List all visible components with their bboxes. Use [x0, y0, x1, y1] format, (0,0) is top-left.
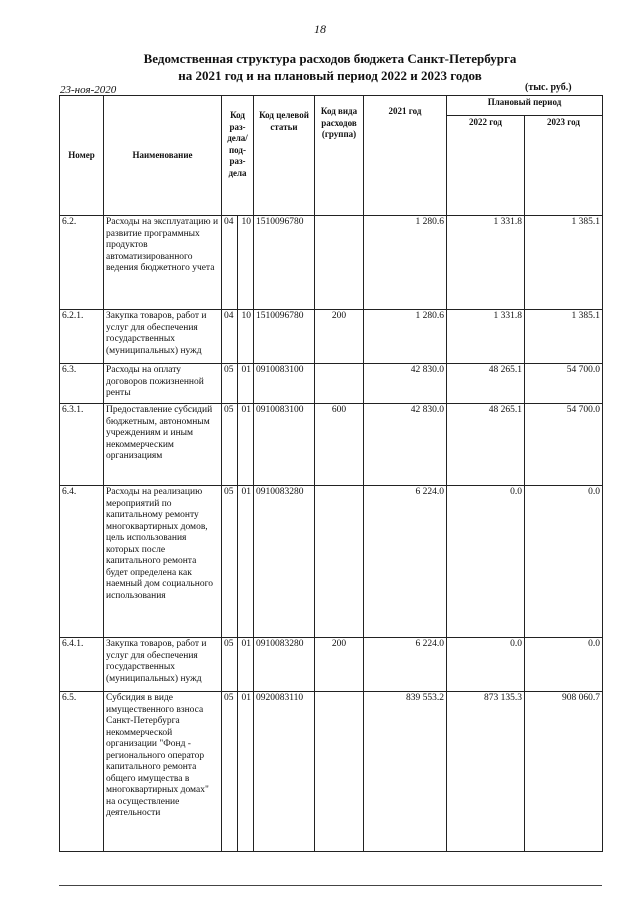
row-target: 0910083100: [254, 404, 315, 486]
table-row: [60, 404, 603, 486]
row-subsection: 01: [238, 692, 254, 852]
table-row: [60, 486, 603, 638]
row-subsection: 10: [238, 216, 254, 310]
title-line-2: на 2021 год и на плановый период 2022 и 2023 годов: [178, 68, 482, 83]
row-name: Субсидия в виде имущественного взноса Санкт-Петербурга некоммерческой организации "Фонд - регионального оператор капитального ремонта общего имущества в многоквартирных домах" на осуществление деятельности: [104, 692, 222, 852]
row-number: 6.3.1.: [60, 404, 104, 486]
row-subsection: 10: [238, 310, 254, 364]
row-2022: 1 331.8: [447, 216, 525, 310]
header-2021: 2021 год: [364, 96, 447, 216]
row-number: 6.3.: [60, 364, 104, 404]
row-target: 0910083100: [254, 364, 315, 404]
row-2022: 873 135.3: [447, 692, 525, 852]
row-2022: 48 265.1: [447, 364, 525, 404]
row-group: 600: [315, 404, 364, 486]
row-name: Расходы на реализацию мероприятий по капитальному ремонту многоквартирных домов, цель использования которых после капитального ремонта будет определена как наемный дом социального использования: [104, 486, 222, 638]
row-section: 05: [222, 486, 238, 638]
row-number: 6.5.: [60, 692, 104, 852]
header-target: Код целевой статьи: [254, 96, 315, 216]
row-2021: 42 830.0: [364, 404, 447, 486]
header-section: Код раз- дела/ под- раз- дела: [222, 96, 254, 216]
row-group: 200: [315, 638, 364, 692]
title-line-1: Ведомственная структура расходов бюджета Санкт-Петербурга: [143, 51, 517, 66]
header-number: Номер: [60, 96, 104, 216]
row-2023: 1 385.1: [525, 310, 603, 364]
row-2022: 48 265.1: [447, 404, 525, 486]
row-target: 0910083280: [254, 638, 315, 692]
row-number: 6.4.1.: [60, 638, 104, 692]
row-target: 0910083280: [254, 486, 315, 638]
header-2022: 2022 год: [447, 116, 525, 216]
page-number: 18: [314, 22, 326, 36]
row-name: Закупка товаров, работ и услуг для обеспечения государственных (муниципальных) нужд: [104, 638, 222, 692]
row-2021: 42 830.0: [364, 364, 447, 404]
row-2022: 0.0: [447, 638, 525, 692]
row-2022: 1 331.8: [447, 310, 525, 364]
table-row: [60, 310, 603, 364]
row-2021: 1 280.6: [364, 310, 447, 364]
row-number: 6.4.: [60, 486, 104, 638]
table-row: [60, 692, 603, 852]
row-subsection: 01: [238, 486, 254, 638]
row-section: 05: [222, 404, 238, 486]
row-name: Закупка товаров, работ и услуг для обеспечения государственных (муниципальных) нужд: [104, 310, 222, 364]
row-section: 04: [222, 310, 238, 364]
row-subsection: 01: [238, 638, 254, 692]
table-row: [60, 364, 603, 404]
row-2021: 6 224.0: [364, 486, 447, 638]
row-2023: 54 700.0: [525, 404, 603, 486]
row-name: Расходы на оплату договоров пожизненной ренты: [104, 364, 222, 404]
row-2023: 0.0: [525, 486, 603, 638]
row-target: 1510096780: [254, 310, 315, 364]
row-2023: 908 060.7: [525, 692, 603, 852]
row-name: Предоставление субсидий бюджетным, автономным учреждениям и иным некоммерческим организациям: [104, 404, 222, 486]
row-subsection: 01: [238, 364, 254, 404]
row-name: Расходы на эксплуатацию и развитие программных продуктов автоматизированного ведения бюджетного учета: [104, 216, 222, 310]
budget-table: [59, 95, 603, 852]
row-2021: 6 224.0: [364, 638, 447, 692]
table-row: [60, 638, 603, 692]
document-date: 23-ноя-2020: [60, 84, 117, 96]
document-title: [80, 50, 580, 84]
bottom-rule: [59, 885, 602, 886]
row-group: [315, 364, 364, 404]
row-group: [315, 486, 364, 638]
row-section: 05: [222, 692, 238, 852]
header-2023: 2023 год: [525, 116, 603, 216]
row-2021: 1 280.6: [364, 216, 447, 310]
row-2021: 839 553.2: [364, 692, 447, 852]
row-subsection: 01: [238, 404, 254, 486]
row-2023: 54 700.0: [525, 364, 603, 404]
row-group: 200: [315, 310, 364, 364]
header-row-1: [60, 96, 603, 116]
table-row: [60, 216, 603, 310]
row-number: 6.2.: [60, 216, 104, 310]
row-2023: 1 385.1: [525, 216, 603, 310]
header-name: Наименование: [104, 96, 222, 216]
row-group: [315, 216, 364, 310]
header-planned-period: Плановый период: [447, 96, 603, 116]
row-2023: 0.0: [525, 638, 603, 692]
row-group: [315, 692, 364, 852]
row-2022: 0.0: [447, 486, 525, 638]
row-section: 05: [222, 364, 238, 404]
row-number: 6.2.1.: [60, 310, 104, 364]
row-section: 04: [222, 216, 238, 310]
header-expense-type: Код вида расходов (группа): [315, 96, 364, 216]
row-target: 1510096780: [254, 216, 315, 310]
row-target: 0920083110: [254, 692, 315, 852]
units-label: (тыс. руб.): [525, 82, 572, 93]
row-section: 05: [222, 638, 238, 692]
